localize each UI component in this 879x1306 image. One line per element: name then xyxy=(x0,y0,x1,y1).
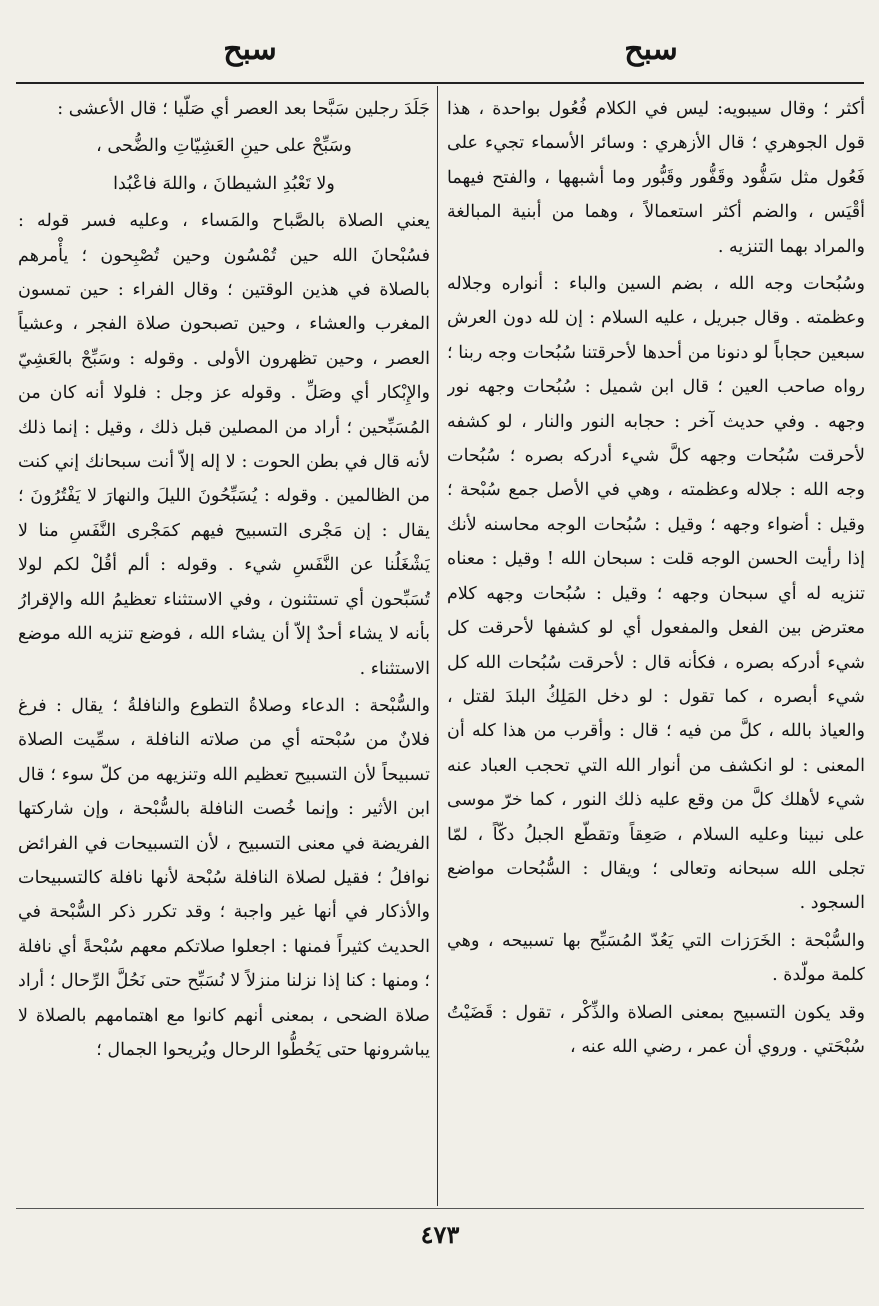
page-number: ٤٧٣ xyxy=(420,1220,460,1249)
paragraph: وسُبُحات وجه الله ، بضم السين والباء : أنواره وجلاله وعظمته . وقال جبريل ، عليه السلام : إن لله دون العرش سبعين حجاباً لو دنونا من أحدها لأحرقتنا سُبُحات وجه ربنا ؛ رواه صاحب العين ؛ قال ابن شميل : سُبُحات وجهه نور وجهه . وفي حديث آخر : حجابه النور والنار ، لو كشفه لأحرقت سُبُحات وجهه كلَّ شيء أدركه بصره ؛ سُبُحات وجه الله : جلاله وعظمته ، وهي في الأصل جمع سُبْحة ؛ وقيل : أضواء وجهه ؛ وقيل : سُبُحات الوجه محاسنه لأنك إذا رأيت الحسن الوجه قلت : سبحان الله ! وقيل : معناه تنزيه له أي سبحان وجهه ؛ وقيل : سُبُحات وجهه كلام معترض بين الفعل والمفعول أي لو كشفها لأحرقت كل شيء أدركه بصره ، فكأنه قال : لأحرقت سُبُحات الله كل شيء أبصره ، كما تقول : لو دخل المَلِكُ البلدَ لقتل ، والعياذ بالله ، كلَّ من فيه ؛ قال : وأقرب من هذا كله أن المعنى : لو انكشف من أنوار الله التي تحجب العباد عنه شيء لأهلك كلَّ من وقع عليه ذلك النور ، كما خرّ موسى على نبينا وعليه السلام ، صَعِقاً وتقطّع الجبلُ دكّاً ، لمّا تجلى الله سبحانه وتعالى ؛ ويقال : السُّبُحات مواضع السجود . xyxy=(447,274,865,914)
verse-line: وسَبِّحْ على حينِ العَشِيّاتِ والضُّحى ، xyxy=(96,136,352,157)
running-header-right: سبح xyxy=(624,32,678,67)
column-separator xyxy=(437,86,438,1206)
paragraph: أكثر ؛ وقال سيبويه: ليس في الكلام فُعُول بواحدة ، هذا قول الجوهري ؛ قال الأزهري : وسائر الأسماء تجيء على فَعُول مثل سَفُّود وقَفُّور وقَبُّور وما أشبهها ، والفتح فيهما أقْيَس ، والضم أكثر استعمالاً ، وهما من أبنية المبالغة والمراد بهما التنزيه . xyxy=(447,99,865,257)
paragraph: والسُّبْحة : الدعاء وصلاةُ التطوع والنافلةُ ؛ يقال : فرغ فلانٌ من سُبْحته أي من صلاته النافلة ، سمِّيت الصلاة تسبيحاً لأن التسبيح تعظيم الله وتنزيهه من كلّ سوء ؛ قال ابن الأثير : وإنما خُصت النافلة بالسُّبْحة ، وإن شاركتها الفريضة في معنى التسبيح ، لأن التسبيحات في الفرائض نوافلُ ؛ فقيل لصلاة النافلة سُبْحة لأنها نافلة كالتسبيحات والأذكار في أنها غير واجبة ؛ وقد تكرر ذكر السُّبْحة في الحديث كثيراً فمنها : اجعلوا صلاتكم معهم سُبْحةً أي نافلة ؛ ومنها : كنا إذا نزلنا منزلاً لا نُسَبِّح حتى نَحُلَّ الرِّحال ؛ أراد صلاة الضحى ، بمعنى أنهم كانوا مع اهتمامهم بالصلاة لا يباشرونها حتى يَحُطُّوا الرحال ويُريحوا الجمال ؛ xyxy=(18,695,430,1060)
footer-rule xyxy=(16,1208,864,1209)
paragraph: والسُّبْحة : الخَرَزات التي يَعُدّ المُسَبِّح بها تسبيحه ، وهي كلمة مولّدة . xyxy=(447,930,865,986)
paragraph: يعني الصلاة بالصَّباح والمَساء ، وعليه فسر قوله : فسُبْحانَ الله حين تُمْسُون وحين تُصْبِحون ؛ يأْمرهم بالصلاة في هذين الوقتين ؛ وقال الفراء : حين تمسون المغرب والعشاء ، وحين تصبحون صلاة الفجر ، وعشياً العصر ، وحين تظهرون الأولى . وقوله : وسَبِّحْ بالعَشِيّ والإِبْكار أي وصَلِّ . وقوله عز وجل : فلولا أنه كان من المُسَبِّحين ؛ أراد من المصلين قبل ذلك ، وقيل : إنما ذلك لأنه قال في بطن الحوت : لا إله إلاّ أنت سبحانك إني كنت من الظالمين . وقوله : يُسَبِّحُونَ الليلَ والنهارَ لا يَفْتُرُونَ ؛ يقال : إن مَجْرى التسبيح فيهم كمَجْرى النَّفَسِ منا لا يَشْغَلُنا عن النَّفَسِ شيء . وقوله : ألم أقُلْ لكم لولا تُسَبِّحون أي تستثنون ، وفي الاستثناء تعظيمُ الله والإقرارُ بأنه لا يشاء أحدٌ إلاّ أن يشاء الله ، فوضع تنزيه الله موضع الاستثناء . xyxy=(18,211,430,679)
verse-line: ولا تَعْبُدِ الشيطانَ ، واللهَ فاعْبُدا xyxy=(113,173,335,194)
right-column xyxy=(447,92,865,1204)
paragraph: وقد يكون التسبيح بمعنى الصلاة والذِّكْر ، تقول : قَضَيْتُ سُبْحَتي . وروي أن عمر ، رضي الله عنه ، xyxy=(447,1002,865,1057)
left-column xyxy=(18,92,430,1204)
paragraph: جَلَدَ رجلين سَبَّحا بعد العصر أي صَلّيا ؛ قال الأعشى : xyxy=(57,99,430,119)
running-header-left: سبح xyxy=(223,32,277,67)
header-rule xyxy=(16,82,864,84)
